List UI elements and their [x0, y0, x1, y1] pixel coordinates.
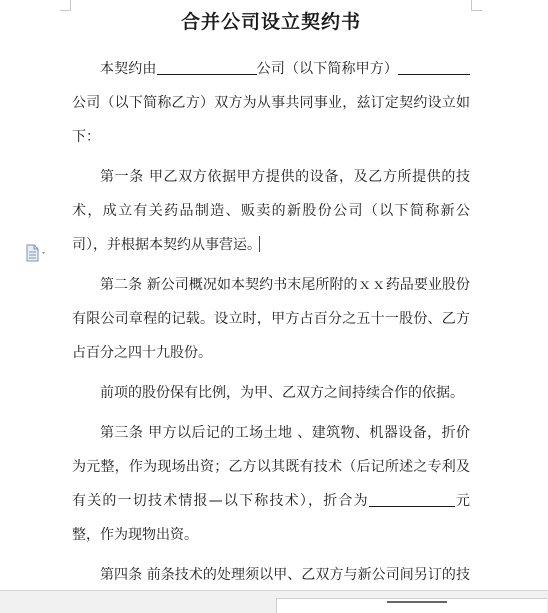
page-corner-mark-left [60, 0, 71, 11]
next-page-preview [276, 598, 547, 613]
party-b-blank[interactable] [398, 58, 470, 75]
article-3-text-b: 元整，作为现场出资；乙方以其既有技术（后记所述之专利及有关的一切技术情报—以下称技术），折合为 [72, 459, 471, 509]
paragraph-share-ratio: 前项的股份保有比例，为甲、乙双方之间持续合作的依据。 [100, 385, 464, 401]
tech-value-blank[interactable] [369, 490, 455, 507]
article-3-text-c: 元整，作为现物出资。 [72, 493, 471, 543]
document-body[interactable] [72, 6, 470, 613]
article-3-text-a: 第三条 甲方以后记的工场土地 、建筑物、机器设备，折价为 [72, 425, 470, 475]
paragraph-article-2: 第二条 新公司概况如本契约书末尾所附的ｘｘ药品要业股份有限公司章程的记载。设立时，甲方占百分之五十一股份、乙方占百分之四十九股份。 [72, 277, 470, 361]
intro-text-a: 本契约由 [100, 61, 157, 77]
paragraph-article-1: 第一条 甲乙双方依据甲方提供的设备，及乙方所提供的技术，成立有关药品制造、贩卖的新股份公司（以下简称新公司），并根据本契约从事营运。 [72, 169, 470, 253]
document-icon[interactable] [24, 244, 48, 262]
paragraph-article-4: 第四条 前条技术的处理须以甲、乙双方与新公司间另订的技 [100, 567, 470, 583]
document-title: 合并公司设立契约书 [180, 11, 361, 33]
party-a-blank[interactable] [157, 58, 257, 75]
next-page-text-fragment [387, 601, 447, 607]
intro-text-b: 公司（以下简称甲方） [256, 61, 399, 77]
intro-text-c: 公司（以下简称乙方）双方为从事共同事业，兹订定契约设立如下： [72, 95, 470, 145]
page-corner-mark-right [471, 0, 482, 11]
paragraph-intro [72, 52, 470, 154]
paragraph-article-3 [72, 416, 470, 552]
